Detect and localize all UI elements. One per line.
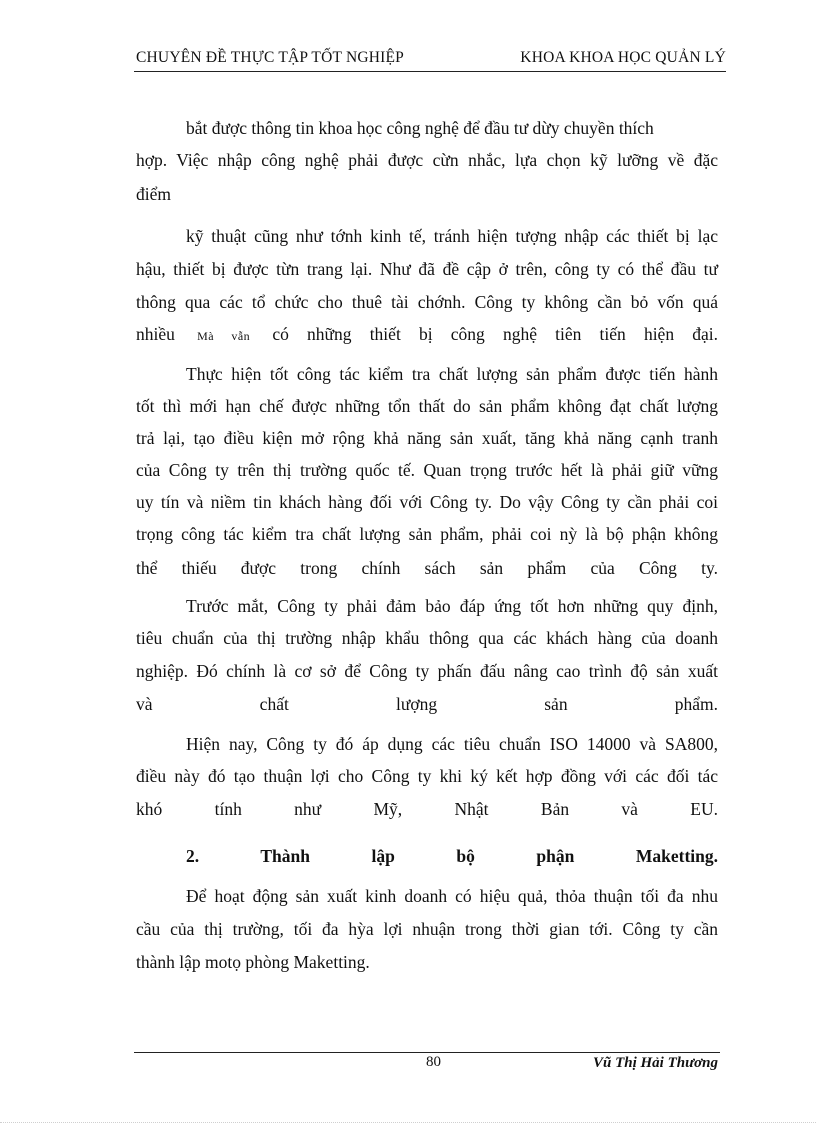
small-text-fragment: Mà vẫn	[197, 329, 251, 343]
text-fragment: có những thiết bị công nghệ tiên tiến hiện đại.	[272, 324, 719, 344]
text-line: kỹ thuật cũng như tớnh kinh tế, tránh hiện tượng nhập các thiết bị lạc	[186, 226, 718, 246]
text-line: Trước mắt, Công ty phải đảm bảo đáp ứng tốt hơn những quy định,	[186, 596, 718, 616]
text-line: bắt được thông tin khoa học công nghệ để đầu tư dừy chuyền thích	[186, 118, 654, 138]
text-line: trả lại, tạo điều kiện mở rộng khả năng sản xuất, tăng khả năng cạnh tranh	[136, 428, 718, 448]
text-line: Hiện nay, Công ty đó áp dụng các tiêu chuẩn ISO 14000 và SA800,	[186, 734, 718, 754]
text-line: cầu của thị trường, tối đa hỳa lợi nhuận trong thời gian tới. Công ty cần	[136, 919, 718, 939]
footer-divider	[134, 1052, 720, 1053]
text-line: của Công ty trên thị trường quốc tế. Quan trọng trước hết là phải giữ vững	[136, 460, 718, 480]
text-line	[136, 324, 718, 345]
text-line: điều này đó tạo thuận lợi cho Công ty khi ký kết hợp đồng với các đối tác	[136, 766, 718, 786]
page-number: 80	[426, 1054, 441, 1070]
text-line: Thực hiện tốt công tác kiểm tra chất lượng sản phẩm được tiến hành	[186, 364, 718, 384]
text-line: trọng công tác kiểm tra chất lượng sản phẩm, phải coi nỳ là bộ phận không	[136, 524, 718, 544]
footer-author: Vũ Thị Hải Thương	[593, 1055, 718, 1071]
text-line: tiêu chuẩn của thị trường nhập khẩu thông qua các khách hàng của doanh	[136, 628, 718, 648]
text-line: tốt thì mới hạn chế được những tổn thất do sản phẩm không đạt chất lượng	[136, 396, 718, 416]
text-line: hậu, thiết bị được từn trang lại. Như đã đề cập ở trên, công ty có thể đầu tư	[136, 259, 718, 279]
page-header	[134, 49, 726, 72]
text-line: khó tính như Mỹ, Nhật Bản và EU.	[136, 799, 718, 819]
text-line: thành lập motọ phòng Maketting.	[136, 952, 370, 972]
text-line: uy tín và niềm tin khách hàng đối với Công ty. Do vậy Công ty cần phải coi	[136, 492, 718, 512]
text-line: thông qua các tổ chức cho thuê tài chớnh. Công ty không cần bỏ vốn quá	[136, 292, 718, 312]
section-heading: 2. Thành lập bộ phận Maketting.	[186, 846, 718, 866]
text-line: Để hoạt động sản xuất kinh doanh có hiệu quả, thỏa thuận tối đa nhu	[186, 886, 718, 906]
text-line: nghiệp. Đó chính là cơ sở để Công ty phấn đấu nâng cao trình độ sản xuất	[136, 661, 718, 681]
header-right-title: KHOA KHOA HỌC QUẢN LÝ	[520, 49, 726, 66]
text-line: thể thiếu được trong chính sách sản phẩm của Công ty.	[136, 558, 718, 578]
text-line: điểm	[136, 184, 171, 204]
text-fragment: nhiều	[136, 324, 175, 344]
text-line: và chất lượng sản phẩm.	[136, 694, 718, 714]
text-line: hợp. Việc nhập công nghệ phải được cừn nhắc, lựa chọn kỹ lưỡng về đặc	[136, 150, 718, 170]
header-left-title: CHUYÊN ĐỀ THỰC TẬP TỐT NGHIỆP	[136, 49, 404, 66]
